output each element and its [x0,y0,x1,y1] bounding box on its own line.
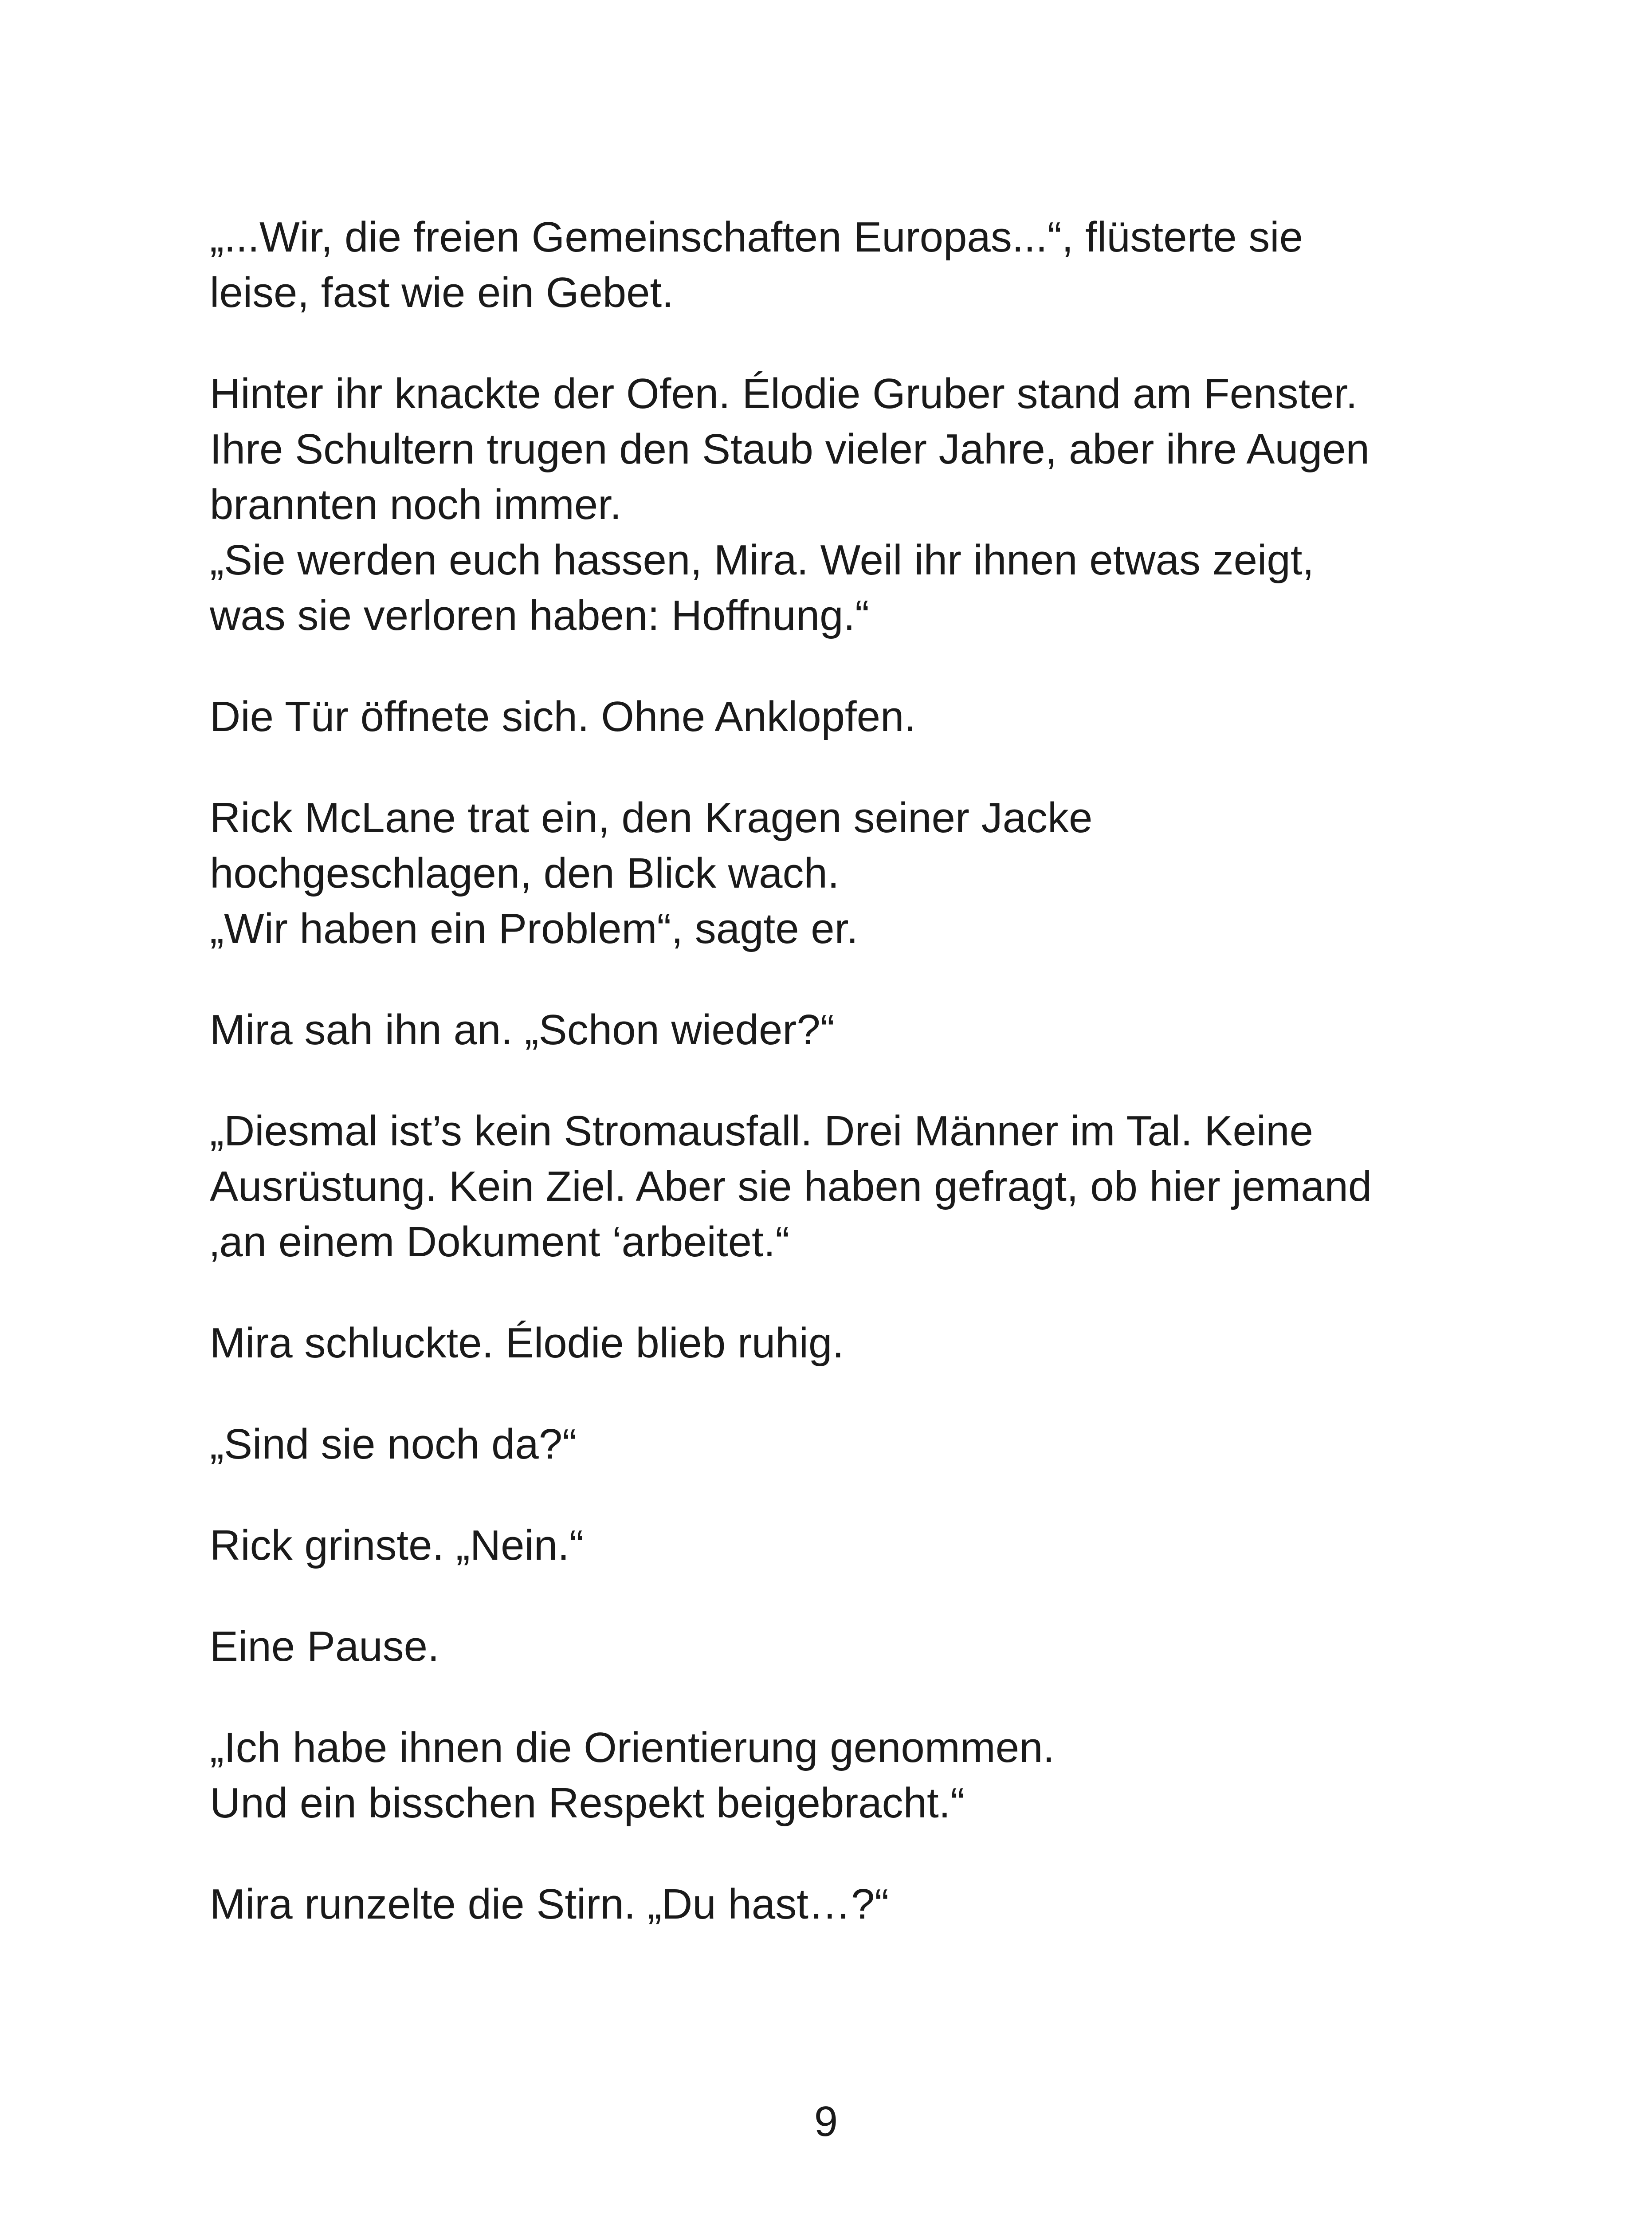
text-line: Mira sah ihn an. „Schon wieder?“ [210,1006,835,1054]
text-line: Rick grinste. „Nein.“ [210,1522,584,1569]
text-line: „Sind sie noch da?“ [210,1420,577,1468]
paragraph-1 [210,209,1465,320]
paragraph-3 [210,689,1465,744]
text-line: Und ein bisschen Respekt beigebracht.“ [210,1779,965,1827]
paragraph-6 [210,1103,1465,1270]
text-line: brannten noch immer. [210,481,622,528]
paragraph-7 [210,1315,1465,1371]
text-line: Mira schluckte. Élodie blieb ruhig. [210,1319,844,1367]
body-text [210,209,1465,1978]
paragraph-9 [210,1518,1465,1573]
text-line: „Ich habe ihnen die Orientierung genommen. [210,1724,1055,1771]
paragraph-2 [210,366,1465,643]
paragraph-11 [210,1720,1465,1831]
text-line: leise, fast wie ein Gebet. [210,269,674,316]
paragraph-4 [210,790,1465,956]
text-line: Hinter ihr knackte der Ofen. Élodie Gruber stand am Fenster. [210,370,1358,417]
text-line: „Sie werden euch hassen, Mira. Weil ihr ihnen etwas zeigt, [210,536,1315,584]
text-line: ‚an einem Dokument ‘arbeitet.“ [210,1218,790,1266]
text-line: Ausrüstung. Kein Ziel. Aber sie haben gefragt, ob hier jemand [210,1163,1372,1210]
text-line: hochgeschlagen, den Blick wach. [210,849,840,897]
text-line: Eine Pause. [210,1623,439,1670]
text-line: „...Wir, die freien Gemeinschaften Europas...“, flüsterte sie [210,213,1303,261]
text-line: „Wir haben ein Problem“, sagte er. [210,905,858,952]
text-line: Mira runzelte die Stirn. „Du hast…?“ [210,1880,889,1928]
text-line: Die Tür öffnete sich. Ohne Anklopfen. [210,693,916,740]
text-line: Ihre Schultern trugen den Staub vieler Jahre, aber ihre Augen [210,425,1370,473]
paragraph-10 [210,1619,1465,1674]
paragraph-5 [210,1002,1465,1058]
paragraph-12 [210,1876,1465,1932]
paragraph-8 [210,1416,1465,1472]
text-line: Rick McLane trat ein, den Kragen seiner Jacke [210,794,1093,842]
text-line: was sie verloren haben: Hoffnung.“ [210,592,870,639]
page-number: 9 [814,2098,838,2145]
text-line: „Diesmal ist’s kein Stromausfall. Drei Männer im Tal. Keine [210,1107,1313,1155]
